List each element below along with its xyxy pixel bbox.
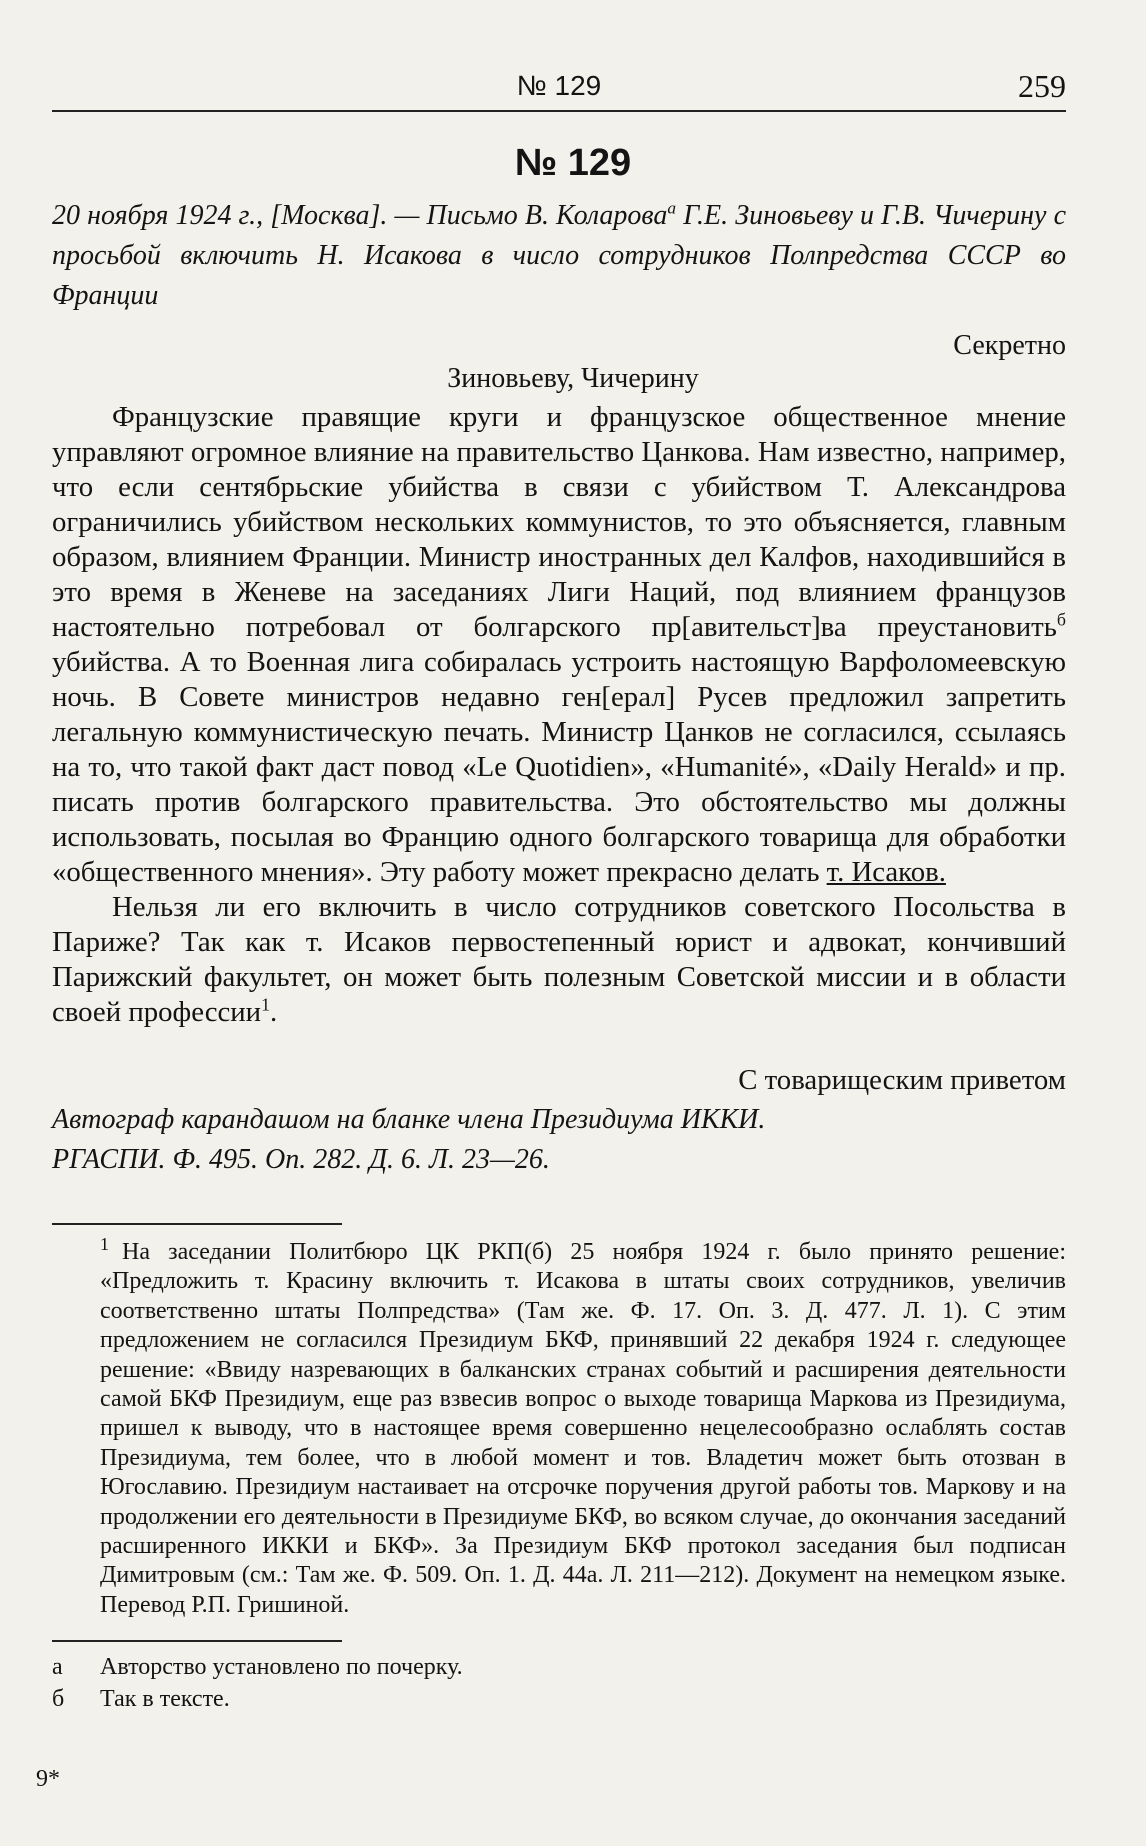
footnote-divider <box>52 1223 342 1225</box>
running-head-doc-number: № 129 <box>516 70 602 101</box>
underlined-name: т. Исаков. <box>826 856 946 888</box>
source-line-2: РГАСПИ. Ф. 495. Оп. 282. Д. 6. Л. 23—26. <box>52 1144 550 1175</box>
heading-text-end: Г.Е. Зиновьеву и Г.В. Чичерину с просьбой включить Н. Исакова в число сотрудников Полпредства СССР во Франции <box>52 200 1066 311</box>
page-number: 259 <box>1018 68 1066 104</box>
note-text: Авторство установлено по почерку. <box>100 1654 463 1680</box>
classification-label: Секретно <box>953 330 1066 361</box>
note-letter: а <box>52 1654 63 1680</box>
printer-signature-mark: 9* <box>36 1766 60 1792</box>
paragraph-2-period: . <box>270 996 278 1028</box>
archival-source <box>52 1100 1066 1180</box>
paragraph-2 <box>52 890 1066 1030</box>
document-heading <box>52 196 1066 316</box>
addressee-line: Зиновьеву, Чичерину <box>447 363 699 394</box>
note-text: Так в тексте. <box>100 1686 230 1712</box>
heading-footnote-marker: а <box>667 198 677 218</box>
paragraph-2-footnote-marker: 1 <box>261 994 270 1015</box>
note-letter: б <box>52 1686 65 1712</box>
paragraph-1 <box>52 400 1066 890</box>
paragraph-1-part-2: убийства. А то Военная лига собиралась устроить настоящую Варфоломеевскую ночь. В Совете министров недавно ген[ерал] Русев предложил запретить легальную коммунистическую печать. Министр Цанков не согласился, ссылаясь на то, что такой факт даст повод «Le Quotidien», «Humanité», «Daily Herald» и пр. писать против болгарского правительства. Это обстоятельство мы должны использовать, посылая во Францию одного болгарского товарища для обработки «общественного мнения». Эту работу может прекрасно делать <box>52 646 1066 888</box>
notes-divider <box>52 1640 342 1642</box>
running-head <box>52 66 1066 112</box>
letter-body <box>52 400 1066 1030</box>
paragraph-2-text: Нельзя ли его включить в число сотрудников советского Посольства в Париже? Так как т. Исаков первостепенный юрист и адвокат, кончивший Парижский факультет, он может быть полезным Советской миссии и в области своей профессии <box>52 891 1066 1028</box>
paragraph-1-part-1: Французские правящие круги и французское общественное мнение управляют огромное влияние на правительство Цанкова. Нам известно, например, что если сентябрьские убийства в связи с убийством Т. Александрова ограничились убийством нескольких коммунистов, то это объясняется, главным образом, влиянием Франции. Министр иностранных дел Калфов, находившийся в это время в Женеве на заседаниях Лиги Наций, под влиянием французов настоятельно потребовал от болгарского пр[авительст]ва преустановить <box>52 401 1066 643</box>
document-number-title: № 129 <box>514 142 632 184</box>
paragraph-1-footnote-marker: б <box>1056 609 1066 630</box>
footnote-text: На заседании Политбюро ЦК РКП(б) 25 ноября 1924 г. было принято решение: «Предложить т. Красину включить т. Исакова в штаты своих сотрудников, увеличив соответственно штаты Полпредства» (Там же. Ф. 17. Оп. 3. Д. 477. Л. 1). С этим предложением не согласился Президиум БКФ, принявший 22 декабря 1924 г. следующее решение: «Ввиду назревающих в балканских странах событий и расширения деятельности самой БКФ Президиум, еще раз взвесив вопрос о выходе товарища Маркова из Президиума, пришел к выводу, что в настоящее время совершенно нецелесообразно ослаблять состав Президиума, тем более, что в любой момент и тов. Владетич может быть отозван в Югославию. Президиум настаивает на отсрочке поручения другой работы тов. Маркову и на продолжении его деятельности в Президиуме БКФ, во всяком случае, до окончания заседаний расширенного ИККИ и БКФ». За Президиум БКФ протокол заседания был подписан Димитровым (см.: Там же. Ф. 509. Оп. 1. Д. 44а. Л. 211—212). Документ на немецком языке. Перевод Р.П. Гришиной. <box>100 1239 1066 1618</box>
heading-text-start: 20 ноября 1924 г., [Москва]. — Письмо В. Коларова <box>52 200 668 231</box>
note-row <box>52 1654 463 1681</box>
note-row <box>52 1686 230 1713</box>
source-line-1: Автограф карандашом на бланке члена Президиума ИККИ. <box>52 1104 766 1135</box>
footnote-number: 1 <box>100 1234 109 1254</box>
closing-salutation: С товарищеским приветом <box>738 1064 1066 1096</box>
